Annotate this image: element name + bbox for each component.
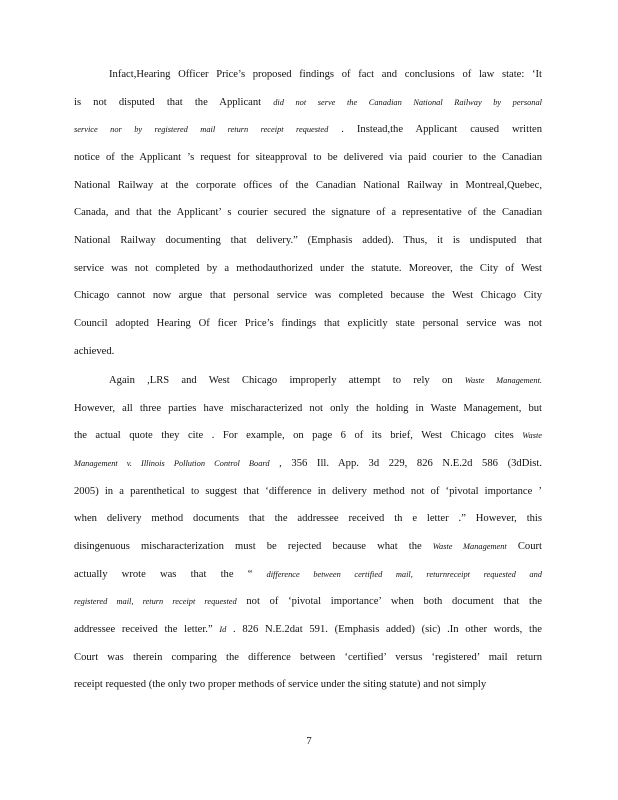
text-line [74, 234, 542, 248]
text-run: disingenuous mischaracterization must be rejected because what the [74, 540, 433, 552]
text-line [74, 262, 542, 276]
italic-citation: Waste Management [432, 541, 507, 551]
text-run: Court was therein comparing the difference between ‘certified’ versus ‘registered’ mail return [74, 651, 542, 663]
italic-citation: service nor by registered mail return receipt requested [74, 125, 329, 135]
text-run: National Railway documenting that delivery.” (Emphasis added). Thus, it is undisputed that [74, 234, 542, 246]
text-run: Council adopted Hearing Of ficer Price’s findings that explicitly state personal service was not [74, 317, 542, 329]
text-run: National Railway at the corporate offices of the Canadian National Railway in Montreal,Quebec, [74, 179, 542, 191]
text-run: Court [506, 540, 542, 552]
text-line [74, 678, 542, 692]
italic-citation: Management v. Illinois Pollution Control Board [74, 458, 270, 468]
italic-citation: registered mail, return receipt requested [74, 597, 237, 607]
text-run: the actual quote they cite . For example, on page 6 of its brief, West Chicago cites [74, 430, 523, 442]
text-line [74, 485, 542, 499]
text-line [74, 595, 542, 609]
text-run: Infact,Hearing Officer Price’s proposed findings of fact and conclusions of law state: ‘It [109, 69, 542, 80]
text-line [74, 568, 542, 582]
text-line [74, 206, 542, 220]
italic-citation: Waste Management. [464, 376, 542, 385]
text-run: 2005) in a parenthetical to suggest that ‘difference in delivery method not of ‘pivotal importance ’ [74, 485, 542, 497]
italic-citation: did not serve the Canadian National Railway by personal [273, 97, 542, 107]
text-run: actually wrote was that the “ [74, 568, 267, 580]
text-line [74, 289, 542, 303]
text-line [74, 151, 542, 165]
text-run: service was not completed by a methodauthorized under the statute. Moreover, the City of West [74, 262, 542, 274]
text-run: However, all three parties have mischaracterized not only the holding in Waste Management, but [74, 402, 542, 414]
text-line [74, 429, 542, 443]
text-run: , 356 Ill. App. 3d 229, 826 N.E.2d 586 (3dDist. [269, 457, 542, 469]
text-line [74, 402, 542, 416]
italic-citation: difference between certified mail, returnreceipt requested and [266, 569, 542, 579]
text-line [74, 457, 542, 471]
text-run: . 826 N.E.2dat 591. (Emphasis added) (sic) .In other words, the [226, 623, 542, 635]
text-run: when delivery method documents that the addressee received th e letter .” However, this [74, 513, 542, 525]
text-line [74, 623, 542, 637]
italic-citation: Waste [522, 431, 542, 441]
page-number: 7 [306, 736, 312, 747]
text-run: not of ‘pivotal importance’ when both document that the [236, 596, 542, 608]
text-run: Chicago cannot now argue that personal service was completed because the West Chicago City [74, 290, 542, 302]
text-line [74, 651, 542, 665]
text-run: . Instead,the Applicant caused written [328, 124, 543, 136]
text-run: addressee received the letter.” [74, 623, 220, 635]
text-run: notice of the Applicant ’s request for siteapproval to be delivered via paid courier to the Canadian [74, 151, 542, 163]
text-line [74, 123, 542, 137]
text-line [109, 68, 542, 82]
text-run: is not disputed that the Applicant [74, 96, 274, 108]
text-run: receipt requested (the only two proper methods of service under the siting statute) and not simply [74, 679, 487, 691]
text-run: Canada, and that the Applicant’ s courier secured the signature of a representative of the Canadian [74, 207, 542, 219]
text-line [74, 512, 542, 526]
text-line [74, 540, 542, 554]
text-line [74, 179, 542, 193]
text-run: Again ,LRS and West Chicago improperly attempt to rely on [109, 375, 465, 386]
italic-citation: Id [219, 624, 227, 634]
text-line [74, 96, 542, 110]
text-line [74, 317, 542, 331]
text-line [74, 345, 542, 359]
text-line [109, 374, 542, 388]
text-run: achieved. [74, 345, 115, 357]
